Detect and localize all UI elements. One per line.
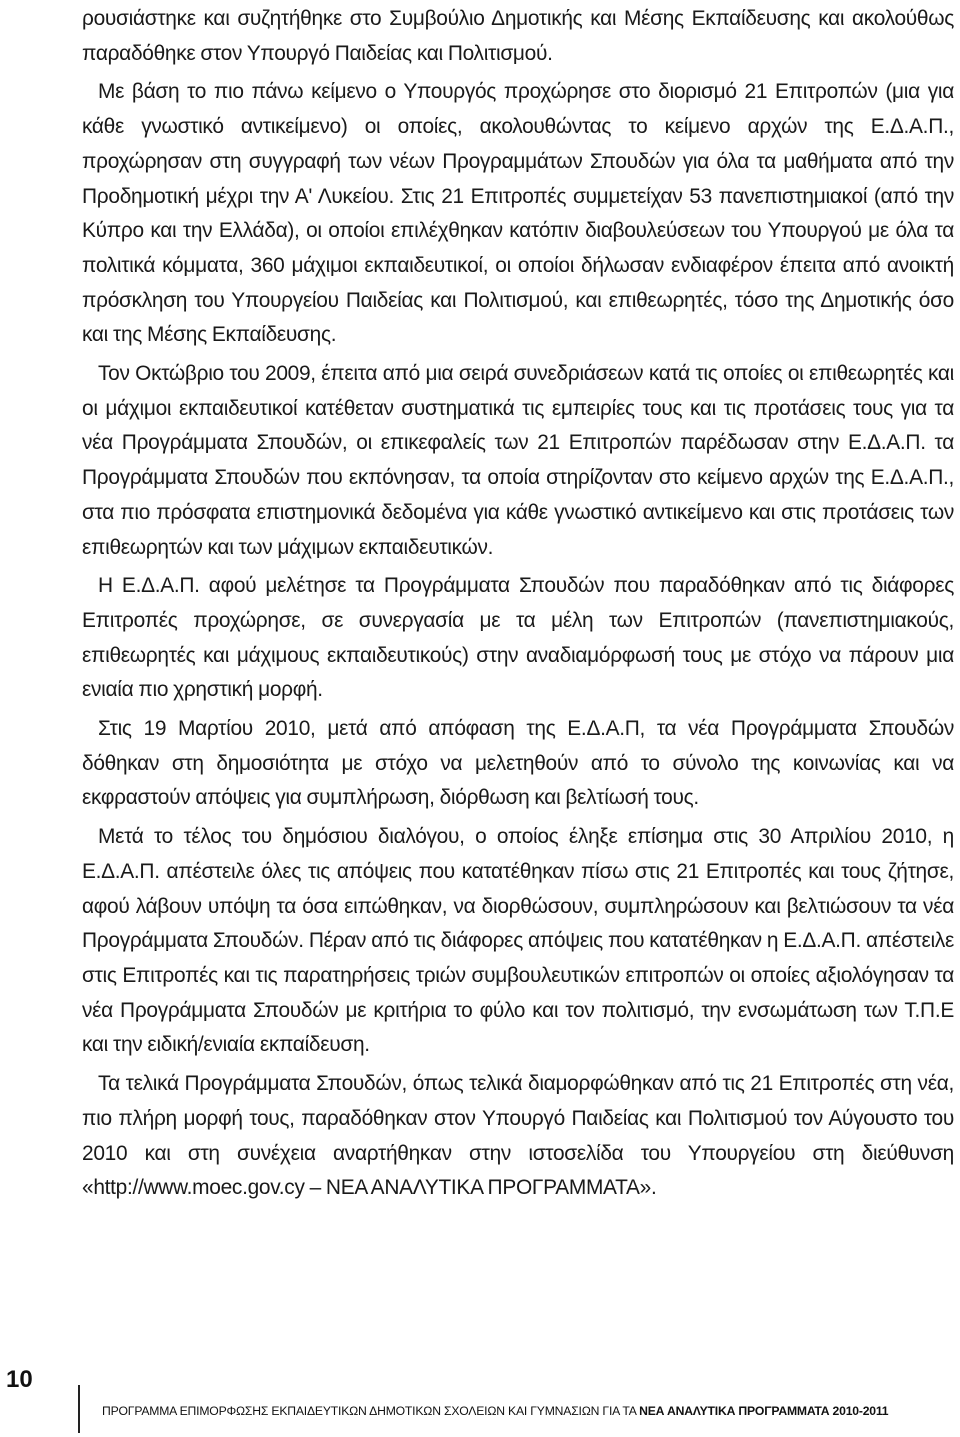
paragraph-october-2009: Τον Οκτώβριο του 2009, έπειτα από μια σειρά συνεδριάσεων κατά τις οποίες οι επιθεωρητές και οι μάχιμοι εκπαιδευτικοί κατέθεταν συστηματικά τις εμπειρίες τους και τις προτάσεις τους για τα νέα Προγράμματα Σπουδών, οι επικεφαλείς των 21 Επιτροπών παρέδωσαν στην Ε.Δ.Α.Π. τα Προγράμματα Σπουδών που εκπόνησαν, τα οποία στηρίζονταν στο κείμενο αρχών της Ε.Δ.Α.Π., στα πιο πρόσφατα επιστημονικά δεδομένα για κάθε γνωστικό αντικείμενο και στις προτάσεις των επιθεωρητών και των μάχιμων εκπαιδευτικών. (82, 362, 954, 559)
page-number: 10 (6, 1366, 33, 1393)
paragraph-final-programmes: Τα τελικά Προγράμματα Σπουδών, όπως τελικά διαμορφώθηκαν από τις 21 Επιτροπές στη νέα, πιο πλήρη μορφή τους, παραδόθηκαν στον Υπουργό Παιδείας και Πολιτισμού τον Αύγουστο του 2010 και στη συνέχεια αναρτήθηκαν στην ιστοσελίδα του Υπουργείου στη διεύθυνση «http://www.moec.gov.cy – ΝΕΑ ΑΝΑΛΥΤΙΚΑ ΠΡΟΓΡΑΜΜΑΤΑ». (82, 1072, 954, 1200)
paragraph-committees: Με βάση το πιο πάνω κείμενο ο Υπουργός προχώρησε στο διορισμό 21 Επιτροπών (μια για κάθε γνωστικό αντικείμενο) οι οποίες, ακολουθώντας το κείμενο αρχών της Ε.Δ.Α.Π., προχώρησαν στη συγγραφή των νέων Προγραμμάτων Σπουδών για όλα τα μαθήματα από την Προδημοτική μέχρι την Α' Λυκείου. Στις 21 Επιτροπές συμμετείχαν 53 πανεπιστημιακοί (από την Κύπρο και την Ελλάδα), οι οποίοι επιλέχθηκαν κατόπιν διαβουλεύσεων του Υπουργού με όλα τα πολιτικά κόμματα, 360 μάχιμοι εκπαιδευτικοί, οι οποίοι δήλωσαν ενδιαφέρον έπειτα από ανοικτή πρόσκληση του Υπουργείου Παιδείας και Πολιτισμού, και επιθεωρητές, τόσο της Δημοτικής όσο και της Μέσης Εκπαίδευσης. (82, 80, 954, 347)
document-body (82, 2, 954, 1210)
footer-divider (78, 1385, 80, 1433)
paragraph-march-2010: Στις 19 Μαρτίου 2010, μετά από απόφαση της Ε.Δ.Α.Π, τα νέα Προγράμματα Σπουδών δόθηκαν στη δημοσιότητα με στόχο να μελετηθούν από το σύνολο της κοινωνίας και να εκφραστούν απόψεις για συμπλήρωση, διόρθωση και βελτίωσή τους. (82, 717, 954, 810)
running-footer-title: ΠΡΟΓΡΑΜΜΑ ΕΠΙΜΟΡΦΩΣΗΣ ΕΚΠΑΙΔΕΥΤΙΚΩΝ ΔΗΜΟΤΙΚΩΝ ΣΧΟΛΕΙΩΝ ΚΑΙ ΓΥΜΝΑΣΙΩΝ ΓΙΑ ΤΑ (102, 1404, 640, 1418)
paragraph-continuation: ρουσιάστηκε και συζητήθηκε στο Συμβούλιο Δημοτικής και Μέσης Εκπαίδευσης και ακολούθως παραδόθηκε στον Υπουργό Παιδείας και Πολιτισμού. (82, 7, 954, 65)
running-footer (102, 1404, 888, 1418)
paragraph-public-dialogue: Μετά το τέλος του δημόσιου διαλόγου, ο οποίος έληξε επίσημα στις 30 Απριλίου 2010, η Ε.Δ.Α.Π. απέστειλε όλες τις απόψεις που κατατέθηκαν πίσω στις 21 Επιτροπές και τους ζήτησε, αφού λάβουν υπόψη τα όσα ειπώθηκαν, να διορθώσουν, συμπληρώσουν και βελτιώσουν τα νέα Προγράμματα Σπουδών. Πέραν από τις διάφορες απόψεις που κατατέθηκαν η Ε.Δ.Α.Π. απέστειλε στις Επιτροπές και τις παρατηρήσεις τριών συμβουλευτικών επιτροπών οι οποίες αξιολόγησαν τα νέα Προγράμματα Σπουδών με κριτήρια το φύλο και τον πολιτισμό, την ενσωμάτωση των Τ.Π.Ε και την ειδική/ενιαία εκπαίδευση. (82, 825, 954, 1057)
paragraph-edap-reshaping: Η Ε.Δ.Α.Π. αφού μελέτησε τα Προγράμματα Σπουδών που παραδόθηκαν από τις διάφορες Επιτροπές προχώρησε, σε συνεργασία με τα μέλη των Επιτροπών (πανεπιστημιακούς, επιθεωρητές και μάχιμους εκπαιδευτικούς) στην αναδιαμόρφωσή τους με στόχο να πάρουν μια ενιαία πιο χρηστική μορφή. (82, 574, 954, 702)
running-footer-emphasis: ΝΕΑ ΑΝΑΛΥΤΙΚΑ ΠΡΟΓΡΑΜΜΑΤΑ 2010-2011 (639, 1404, 889, 1418)
